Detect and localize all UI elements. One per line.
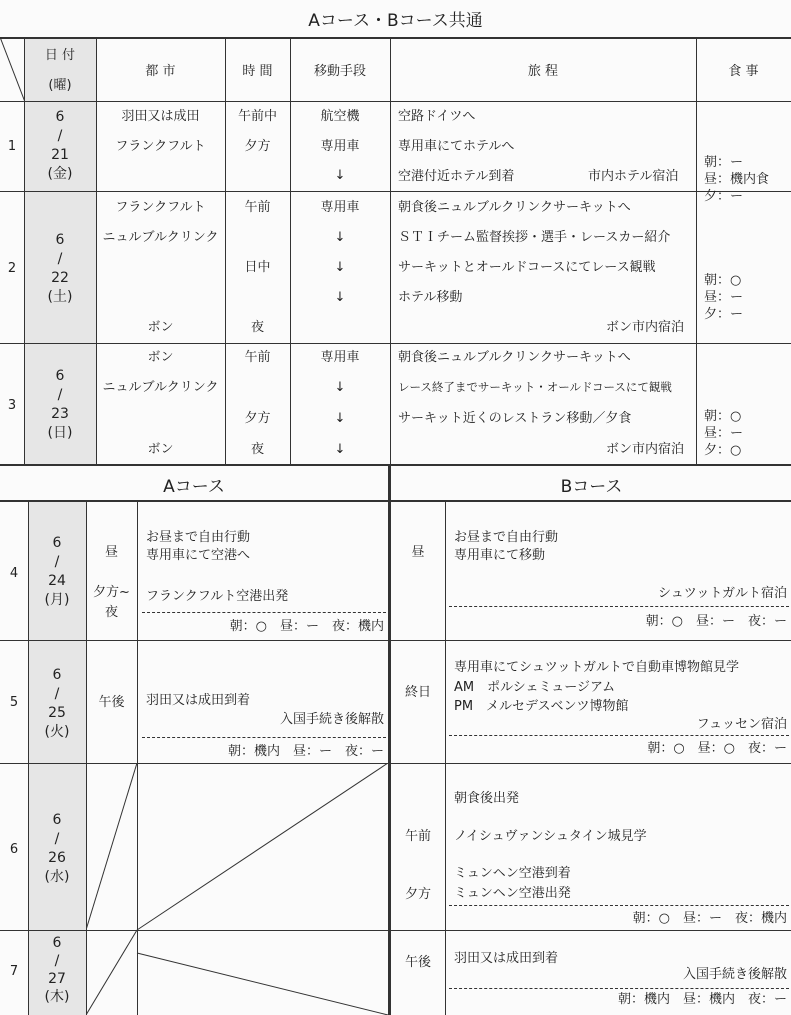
course-a-title: Aコース xyxy=(163,477,225,497)
day-number: 2 xyxy=(7,261,17,276)
day3-transport: 専用車 xyxy=(320,350,360,365)
day4-b-itinerary: 専用車にて移動 xyxy=(454,548,546,563)
day6-b-meals: 朝：○ 昼：ー 夜：機内 xyxy=(632,911,787,926)
day3-time: 夕方 xyxy=(244,411,271,426)
day4-a-itinerary: 専用車にて空港へ xyxy=(146,548,251,563)
down-arrow: ↓ xyxy=(334,442,346,457)
day2-itinerary: ホテル移動 xyxy=(398,290,463,305)
day2-hotel: ボン市内宿泊 xyxy=(606,320,685,335)
day1-meals: 朝：ー 昼：機内食 夕：ー xyxy=(704,155,770,204)
day7-b-itinerary: 入国手続き後解散 xyxy=(682,967,787,982)
day3-time: 夜 xyxy=(250,442,264,457)
course-b-title: Bコース xyxy=(560,477,623,497)
day5-b-itinerary: 専用車にてシュツットガルトで自動車博物館見学 xyxy=(454,660,739,675)
empty-cell-diagonal xyxy=(86,763,389,1015)
day1-date: 6 / 21 (金) xyxy=(47,109,73,182)
day1-transport: 航空機 xyxy=(320,109,360,124)
down-arrow: ↓ xyxy=(334,260,346,275)
day3-city: ボン xyxy=(147,442,174,457)
day3-meals: 朝：○ 昼：ー 夕：○ xyxy=(704,409,744,458)
day4-b-time: 昼 xyxy=(411,545,425,560)
day6-b-itinerary: ミュンヘン空港到着 xyxy=(454,866,571,881)
day2-city: ニュルブルクリンク xyxy=(102,230,219,245)
day2-city: ボン xyxy=(147,320,174,335)
day5-b-hotel: フュッセン宿泊 xyxy=(696,717,787,732)
day7-b-time: 午後 xyxy=(404,955,431,970)
day5-b-meals: 朝：○ 昼：○ 夜：ー xyxy=(647,741,787,756)
day5-a-time: 午後 xyxy=(98,695,125,710)
day2-itinerary: サーキットとオールドコースにてレース観戦 xyxy=(398,260,656,275)
day4-a-itinerary: フランクフルト空港出発 xyxy=(146,589,289,604)
day7-date: 6 / 27 (木) xyxy=(44,935,70,1005)
day4-b-hotel: シュツットガルト宿泊 xyxy=(658,586,787,601)
down-arrow: ↓ xyxy=(334,168,346,183)
header-city: 都 市 xyxy=(145,64,176,79)
day-number: 7 xyxy=(9,964,19,979)
header-date: 日 付 xyxy=(44,48,76,63)
day1-time: 夕方 xyxy=(244,139,271,154)
day3-date: 6 / 23 (日) xyxy=(47,368,73,441)
day4-date: 6 / 24 (月) xyxy=(44,535,70,608)
day3-time: 午前 xyxy=(244,350,271,365)
day5-b-itinerary: AM ポルシェミュージアム xyxy=(454,680,616,695)
down-arrow: ↓ xyxy=(334,290,346,305)
day-number: 1 xyxy=(7,139,17,154)
day-number: 4 xyxy=(9,566,19,581)
day1-itinerary: 空路ドイツへ xyxy=(398,109,476,124)
day3-itinerary: 朝食後ニュルブルクリンクサーキットへ xyxy=(398,350,631,365)
header-corner-diagonal xyxy=(0,37,25,102)
day6-b-itinerary: ミュンヘン空港出発 xyxy=(454,886,571,901)
day-number: 6 xyxy=(9,842,19,857)
day1-transport: 専用車 xyxy=(320,139,360,154)
day1-itinerary: 空港付近ホテル到着 xyxy=(398,169,515,184)
day2-city: フランクフルト xyxy=(115,200,206,215)
day6-b-time: 夕方 xyxy=(404,887,431,902)
day2-time: 午前 xyxy=(244,200,271,215)
day-number: 5 xyxy=(9,695,19,710)
day5-a-itinerary: 羽田又は成田到着 xyxy=(146,693,251,708)
day3-city: ニュルブルクリンク xyxy=(102,380,219,395)
header-meals: 食 事 xyxy=(728,64,759,79)
down-arrow: ↓ xyxy=(334,411,346,426)
day6-b-itinerary: ノイシュヴァンシュタイン城見学 xyxy=(454,829,647,844)
day2-time: 日中 xyxy=(244,260,271,275)
day7-b-meals: 朝：機内 昼：機内 夜：ー xyxy=(617,992,787,1007)
header-time: 時 間 xyxy=(242,64,273,79)
day3-city: ボン xyxy=(147,350,174,365)
day-number: 3 xyxy=(7,398,17,413)
day2-date: 6 / 22 (土) xyxy=(47,232,73,305)
day4-b-meals: 朝：○ 昼：ー 夜：ー xyxy=(645,614,787,629)
day5-date: 6 / 25 (火) xyxy=(44,667,70,740)
common-course-title: Aコース・Bコース共通 xyxy=(308,11,483,31)
day5-a-itinerary: 入国手続き後解散 xyxy=(279,712,384,727)
day1-itinerary: 専用車にてホテルへ xyxy=(398,139,515,154)
day6-date: 6 / 26 (水) xyxy=(44,812,70,885)
day2-meals: 朝：○ 昼：ー 夕：ー xyxy=(704,273,744,322)
day2-transport: 専用車 xyxy=(320,200,360,215)
day5-a-meals: 朝：機内 昼：ー 夜：ー xyxy=(227,744,384,759)
day4-a-time: 夕方~ xyxy=(93,585,130,600)
day1-hotel: 市内ホテル宿泊 xyxy=(588,169,679,184)
day1-city: 羽田又は成田 xyxy=(121,109,200,124)
day1-city: フランクフルト xyxy=(115,139,206,154)
day1-time: 午前中 xyxy=(237,109,277,124)
day2-itinerary: ＳＴＩチーム監督挨拶・選手・レースカー紹介 xyxy=(398,230,671,245)
day2-itinerary: 朝食後ニュルブルクリンクサーキットへ xyxy=(398,200,631,215)
day4-a-itinerary: お昼まで自由行動 xyxy=(146,530,251,545)
down-arrow: ↓ xyxy=(334,230,346,245)
day3-hotel: ボン市内宿泊 xyxy=(606,442,685,457)
day4-a-time: 夜 xyxy=(104,605,118,620)
header-itinerary: 旅 程 xyxy=(527,64,559,79)
day7-b-itinerary: 羽田又は成田到着 xyxy=(454,951,559,966)
day5-b-time: 終日 xyxy=(404,685,431,700)
day4-a-time: 昼 xyxy=(104,545,118,560)
day3-itinerary: サーキット近くのレストラン移動／夕食 xyxy=(398,411,632,426)
header-transport: 移動手段 xyxy=(313,64,366,79)
day5-b-itinerary: PM メルセデスベンツ博物館 xyxy=(454,699,629,714)
day6-b-itinerary: 朝食後出発 xyxy=(454,791,520,806)
down-arrow: ↓ xyxy=(334,380,346,395)
day4-b-itinerary: お昼まで自由行動 xyxy=(454,530,559,545)
day2-time: 夜 xyxy=(250,320,264,335)
day6-b-time: 午前 xyxy=(404,829,431,844)
day3-itinerary: レース終了までサーキット・オールドコースにて観戦 xyxy=(398,380,672,394)
header-weekday: (曜) xyxy=(48,78,72,93)
day4-a-meals: 朝：○ 昼：ー 夜：機内 xyxy=(229,619,384,634)
